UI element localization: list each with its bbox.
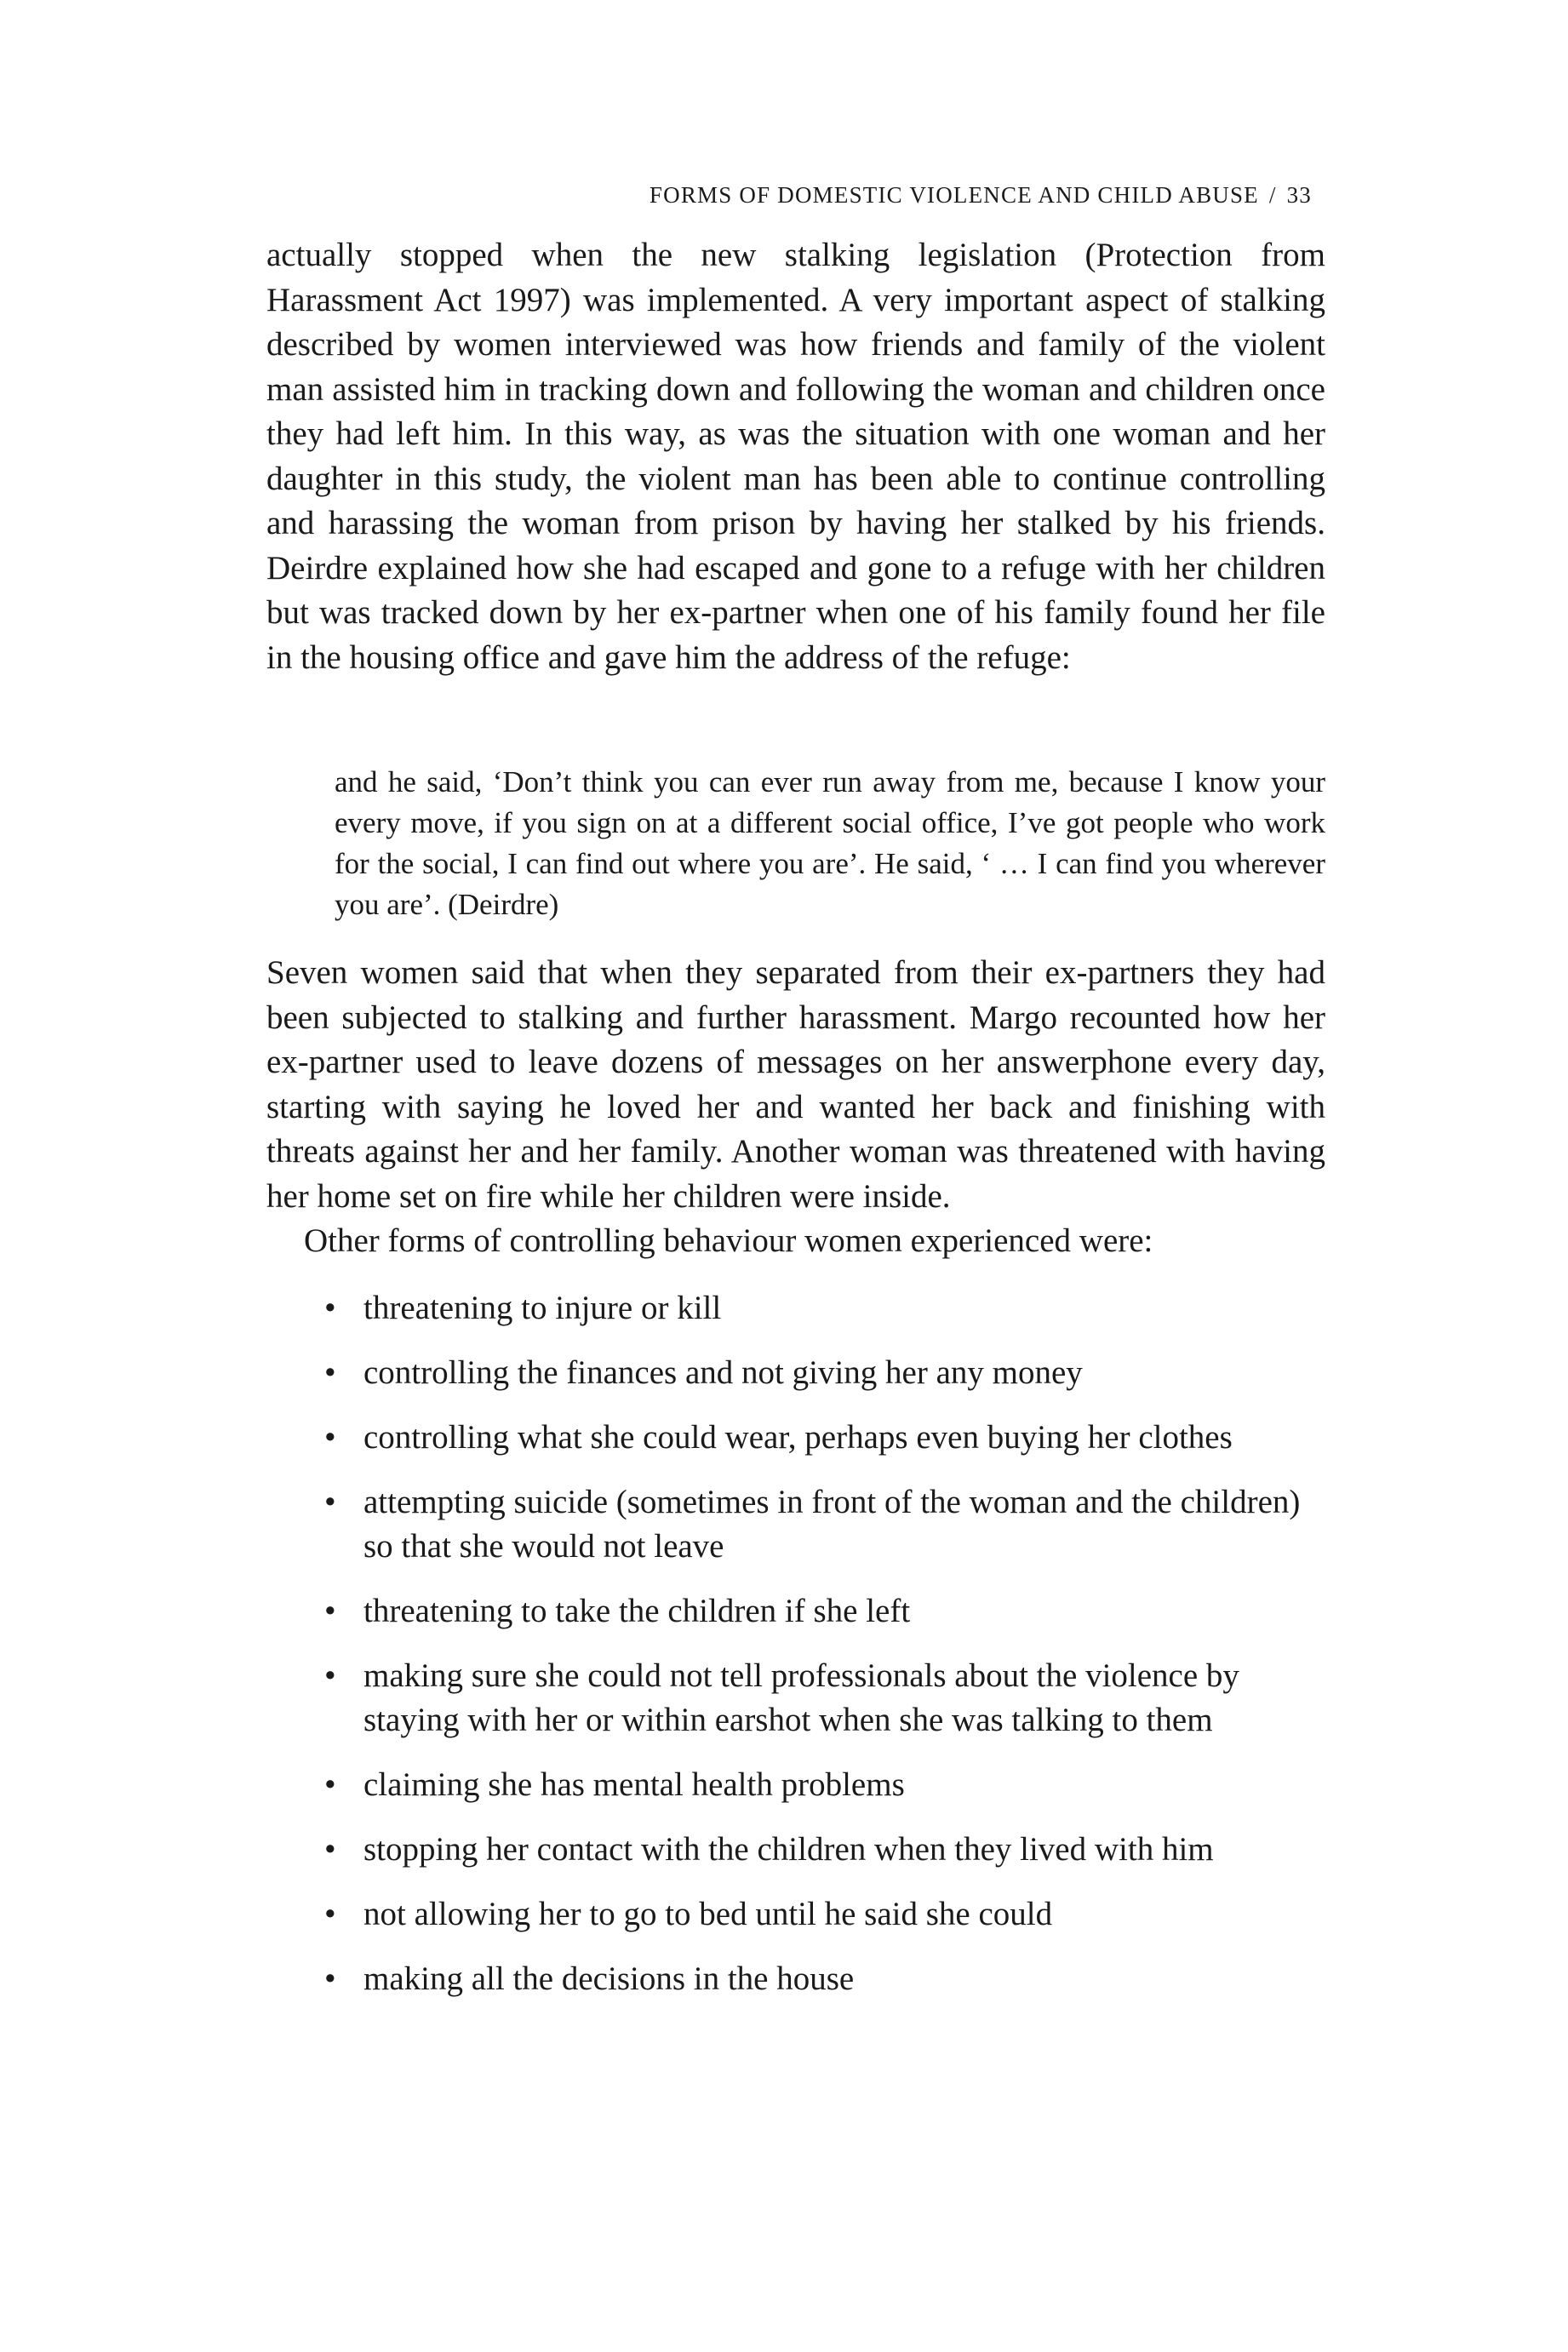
list-item xyxy=(266,1957,1325,2001)
list-item xyxy=(266,1480,1325,1569)
list-item-text: threatening to injure or kill xyxy=(363,1289,722,1326)
list-item xyxy=(266,1654,1325,1743)
controlling-behaviour-list xyxy=(266,1286,1325,2001)
bullet-icon: • xyxy=(324,1895,336,1932)
paragraph-stalking: Seven women said that when they separated from their ex-partners they had been subjected to stalking and further harassment. Margo recounted how her ex-partner used to leave dozens of messages on her answerphone every day, starting with saying he loved her and wanted her back and finishing with threats against her and her family. Another woman was threatened with having her home set on fire while her children were inside. xyxy=(266,954,1325,1215)
list-item xyxy=(266,1828,1325,1872)
bullet-icon: • xyxy=(324,1418,336,1456)
list-item-text: not allowing her to go to bed until he said she could xyxy=(363,1895,1053,1932)
header-separator: / xyxy=(1268,182,1277,208)
body-text xyxy=(266,233,1325,2022)
bullet-icon: • xyxy=(324,1960,336,1997)
page-number: 33 xyxy=(1286,182,1312,208)
list-item xyxy=(266,1416,1325,1460)
bullet-icon: • xyxy=(324,1592,336,1629)
list-item-text: controlling what she could wear, perhaps even buying her clothes xyxy=(363,1418,1233,1456)
paragraph-list-intro: Other forms of controlling behaviour women experienced were: xyxy=(304,1222,1153,1259)
list-item xyxy=(266,1286,1325,1331)
list-item-text: making all the decisions in the house xyxy=(363,1960,855,1997)
list-item-text: claiming she has mental health problems xyxy=(363,1765,905,1803)
running-head xyxy=(650,182,1312,209)
bullet-icon: • xyxy=(324,1353,336,1391)
list-item-text: controlling the finances and not giving her any money xyxy=(363,1353,1083,1391)
bullet-icon: • xyxy=(324,1765,336,1803)
block-quote: and he said, ‘Don’t think you can ever run away from me, because I know your every move, if you sign on at a different social office, I’ve got people who work for the social, I can find out where you are’. He said, ‘ … I can find you wherever you are’. (Deirdre) xyxy=(335,765,1325,921)
bullet-icon: • xyxy=(324,1657,336,1694)
list-item xyxy=(266,1763,1325,1807)
list-item xyxy=(266,1892,1325,1937)
running-title: FORMS OF DOMESTIC VIOLENCE AND CHILD ABUSE xyxy=(649,182,1259,208)
bullet-icon: • xyxy=(324,1289,336,1326)
list-item-text: making sure she could not tell professionals about the violence by staying with her or within earshot when she was talking to them xyxy=(363,1657,1239,1738)
list-item-text: stopping her contact with the children when they lived with him xyxy=(363,1830,1214,1868)
list-item-text: attempting suicide (sometimes in front of the woman and the children) so that she would not leave xyxy=(363,1483,1301,1565)
bullet-icon: • xyxy=(324,1830,336,1868)
list-item xyxy=(266,1589,1325,1634)
list-item-text: threatening to take the children if she left xyxy=(363,1592,911,1629)
list-item xyxy=(266,1351,1325,1395)
bullet-icon: • xyxy=(324,1483,336,1520)
paragraph-continued: actually stopped when the new stalking legislation (Protection from Harassment Act 1997) was implemented. A very important aspect of stalking described by women interviewed was how friends and family of the violent man assisted him in tracking down and following the woman and children once they had left him. In this way, as was the situation with one woman and her daughter in this study, the violent man has been able to continue controlling and harassing the woman from prison by having her stalked by his friends. Deirdre explained how she had escaped and gone to a refuge with her children but was tracked down by her ex-partner when one of his family found her file in the housing office and gave him the address of the refuge: xyxy=(266,237,1325,676)
